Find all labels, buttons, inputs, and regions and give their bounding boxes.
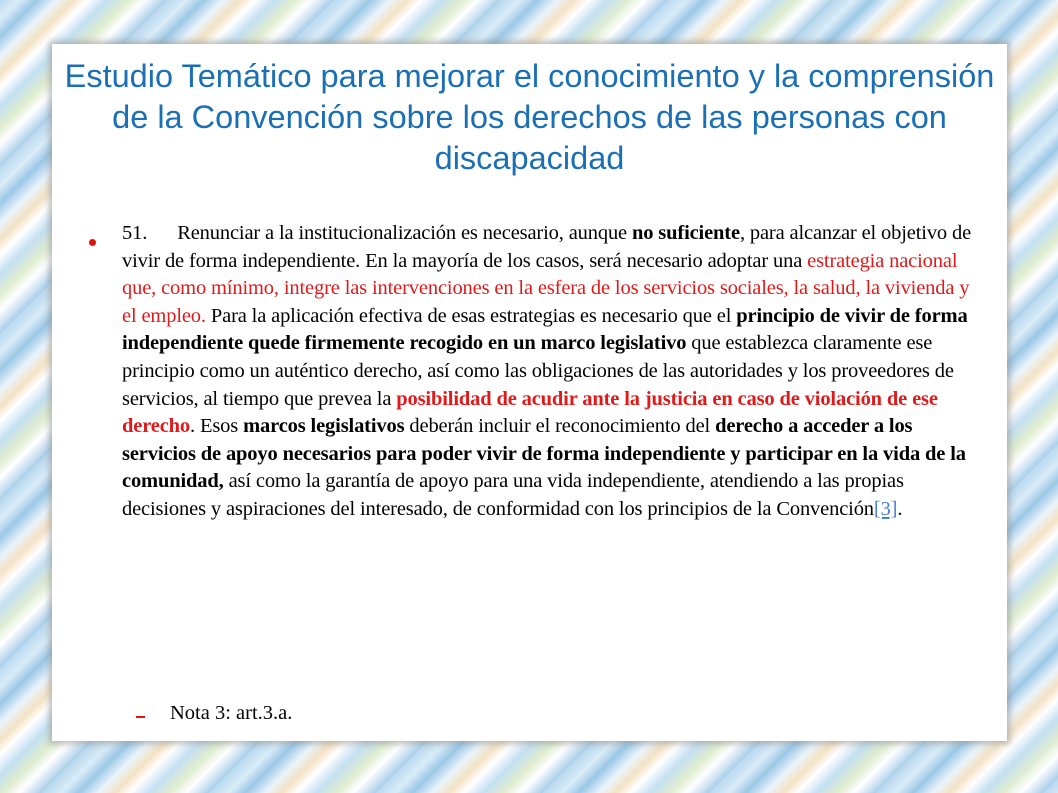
text-segment: así como la garantía de apoyo para una vida independiente, atendiendo a las propias decisiones y aspiraciones del interesado, de conformidad con los principios de la Convención <box>122 470 904 520</box>
bold-segment: marcos legislativos <box>243 415 405 438</box>
footnote-reference-link[interactable]: [3] <box>873 497 898 520</box>
bold-red-segment: posibilidad de acudir ante la justicia en caso de violación de ese derecho <box>122 387 938 438</box>
text-segment: deberán incluir el reconocimiento del <box>404 415 716 438</box>
footnote-note: Nota 3: art.3.a. <box>170 702 293 724</box>
text-segment: Para la aplicación efectiva de esas estrategias es necesario que el <box>205 304 737 327</box>
bold-segment: principio de vivir de forma independiente quede firmemente recogido en un marco legislativo <box>122 304 968 355</box>
text-segment: , para alcanzar el objetivo de vivir de forma independiente. En la mayoría de los casos, será necesario adoptar una <box>122 222 972 272</box>
text-segment: . Esos <box>190 415 244 438</box>
red-segment: estrategia nacional que, como mínimo, integre las intervenciones en la esfera de los servicios sociales, la salud, la vivienda y el empleo. <box>122 249 970 327</box>
slide-title: Estudio Temático para mejorar el conocimiento y la comprensión de la Convención sobre los derechos de las personas con discapacidad <box>64 58 995 176</box>
slide <box>52 44 1007 741</box>
paragraph-number: 51. <box>122 222 148 244</box>
bullet-dot-icon <box>89 239 96 246</box>
paragraph-51 <box>122 220 986 524</box>
bold-segment: derecho a acceder a los servicios de apoyo necesarios para poder vivir de forma independiente y participar en la vida de la comunidad, <box>122 415 966 493</box>
bold-segment: no suficiente <box>631 222 740 244</box>
sub-bullet-dash-icon <box>136 716 145 718</box>
text-segment: . <box>897 497 903 520</box>
text-segment: que establezca claramente ese principio como un auténtico derecho, así como las obligaciones de las autoridades y los proveedores de servicios, al tiempo que prevea la <box>122 332 954 410</box>
text-segment: Renunciar a la institucionalización es necesario, aunque <box>177 222 632 244</box>
